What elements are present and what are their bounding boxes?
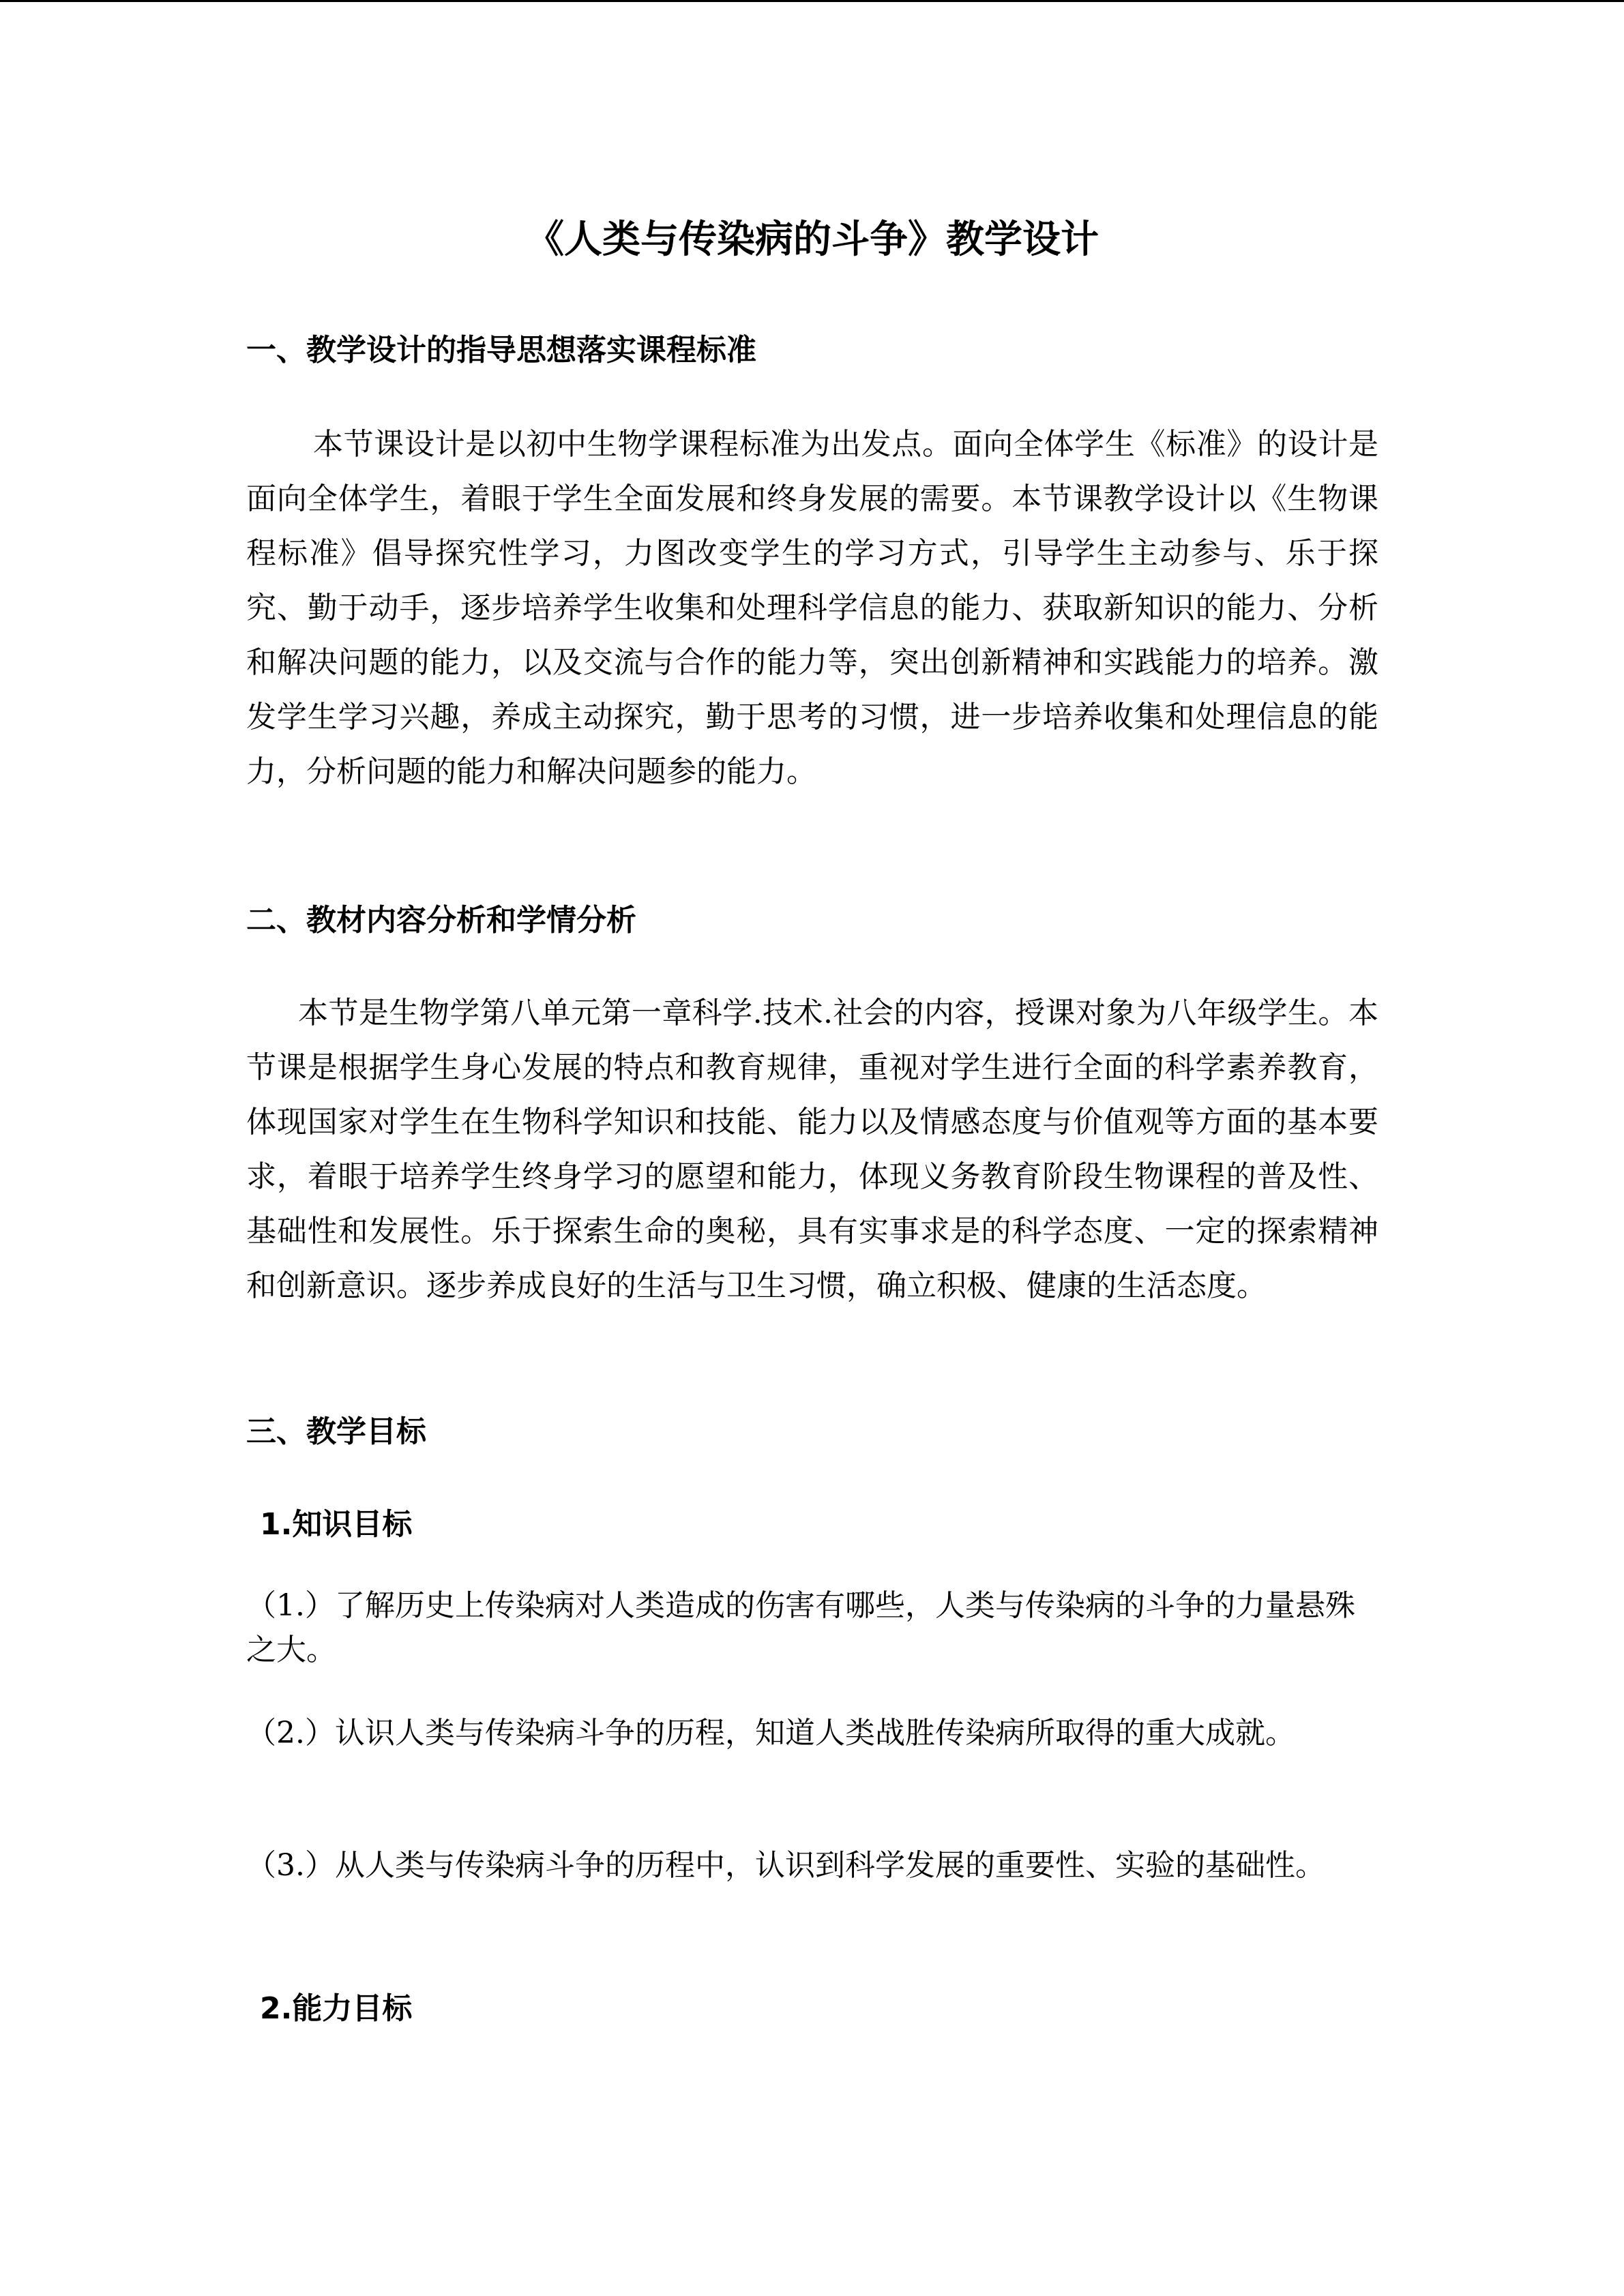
knowledge-goal-item-3: （3.）从人类与传染病斗争的历程中，认识到科学发展的重要性、实验的基础性。 xyxy=(246,1848,1325,1883)
section-heading-content-analysis: 二、教材内容分析和学情分析 xyxy=(246,903,636,938)
section-heading-guiding-ideas: 一、教学设计的指导思想落实课程标准 xyxy=(246,333,756,368)
subheading-ability-goals: 2.能力目标 xyxy=(260,1991,413,2026)
top-border-line xyxy=(0,0,1624,2)
knowledge-goal-item-2: （2.）认识人类与传染病斗争的历程，知道人类战胜传染病所取得的重大成就。 xyxy=(246,1716,1295,1750)
section-paragraph-content-analysis: 本节是生物学第八单元第一章科学.技术.社会的内容，授课对象为八年级学生。本节课是根据学生身心发展的特点和教育规律，重视对学生进行全面的科学素养教育，体现国家对学生在生物科学知识和技能、能力以及情感态度与价值观等方面的基本要求，着眼于培养学生终身学习的愿望和能力，体现义务教育阶段生物课程的普及性、基础性和发展性。乐于探索生命的奥秘，具有实事求是的科学态度、一定的探索精神和创新意识。逐步养成良好的生活与卫生习惯，确立积极、健康的生活态度。 xyxy=(246,996,1378,1303)
subheading-knowledge-goals: 1.知识目标 xyxy=(260,1507,413,1542)
document-title: 《人类与传染病的斗争》教学设计 xyxy=(526,218,1099,262)
section-heading-teaching-goals: 三、教学目标 xyxy=(246,1414,426,1449)
knowledge-goal-item-1: （1.）了解历史上传染病对人类造成的伤害有哪些，人类与传染病的斗争的力量悬殊之大。 xyxy=(246,1588,1355,1667)
section-paragraph-guiding-ideas: 本节课设计是以初中生物学课程标准为出发点。面向全体学生《标准》的设计是面向全体学生，着眼于学生全面发展和终身发展的需要。本节课教学设计以《生物课程标准》倡导探究性学习，力图改变学生的学习方式，引导学生主动参与、乐于探究、勤于动手，逐步培养学生收集和处理科学信息的能力、获取新知识的能力、分析和解决问题的能力，以及交流与合作的能力等，突出创新精神和实践能力的培养。激发学生学习兴趣，养成主动探究，勤于思考的习惯，进一步培养收集和处理信息的能力，分析问题的能力和解决问题参的能力。 xyxy=(246,427,1378,789)
